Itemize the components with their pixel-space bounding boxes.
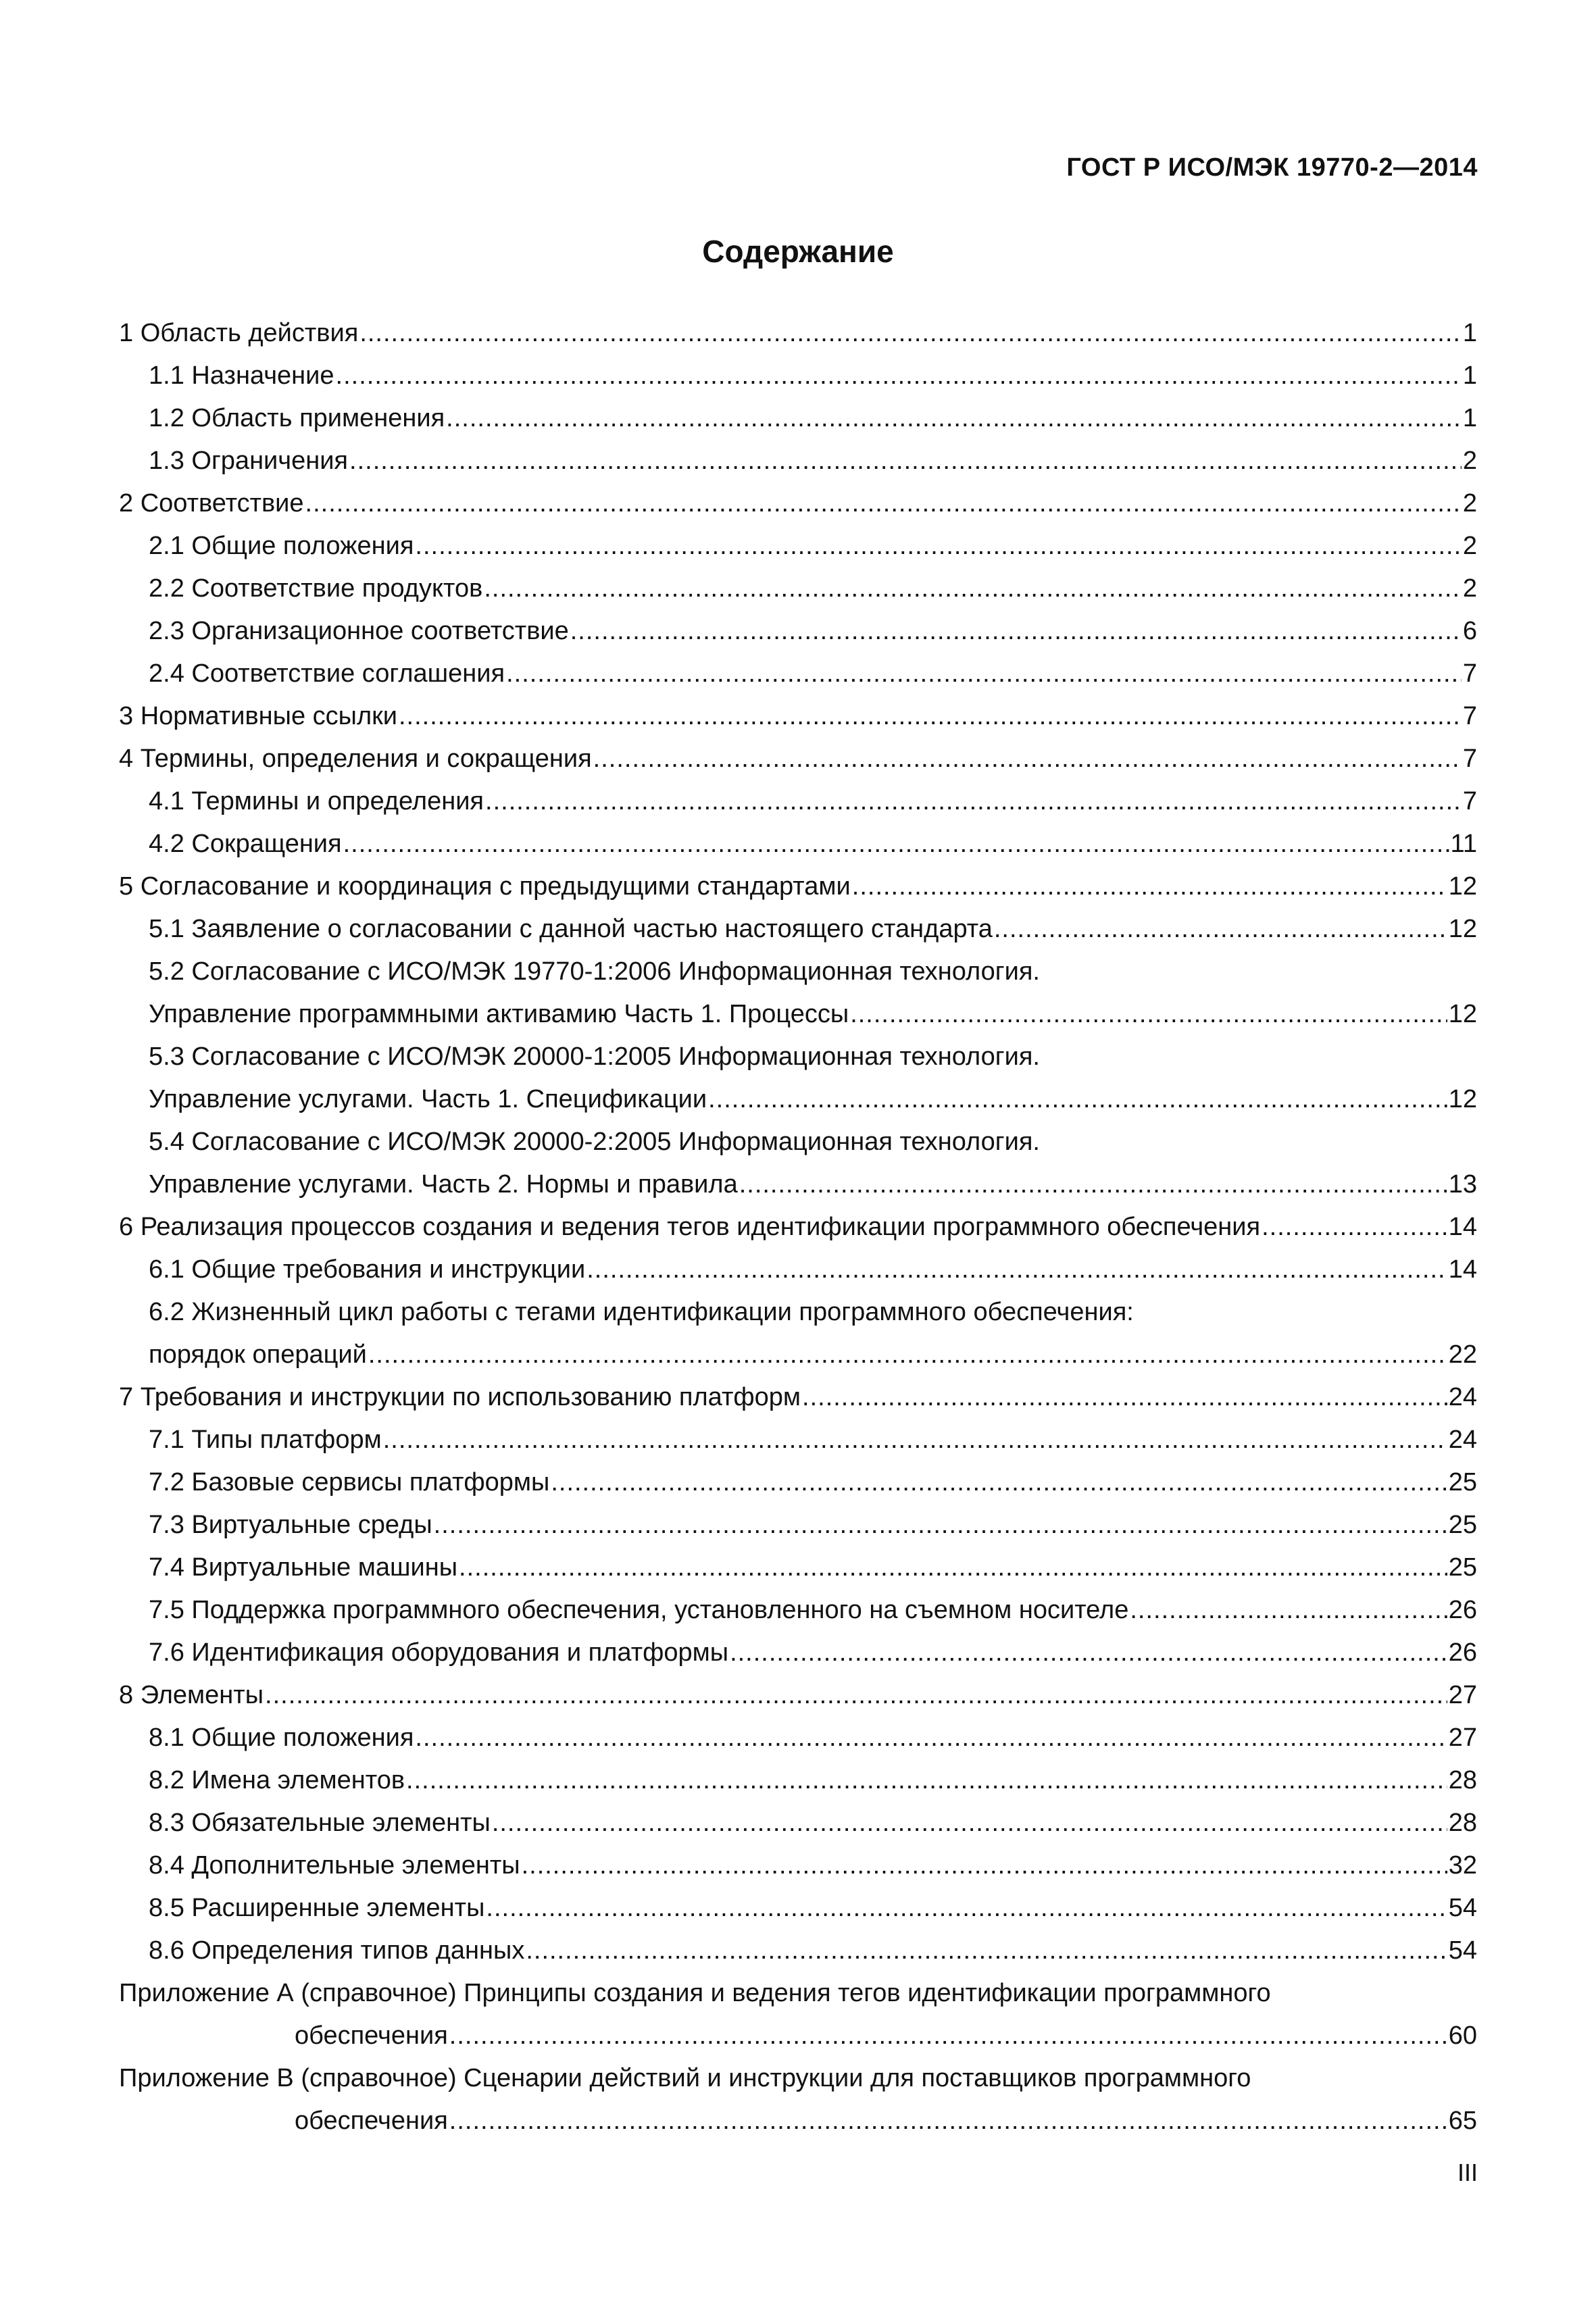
toc-leader (446, 397, 1462, 440)
toc-entry-page: 2 (1462, 532, 1477, 560)
toc-entry-label: 6.1 Общие требования и инструкции (149, 1255, 586, 1284)
toc-leader (1130, 1589, 1447, 1632)
toc-entry-label: порядок операций (149, 1340, 367, 1369)
toc-entry-label: обеспечения (295, 2107, 448, 2135)
toc-entry-1-3[interactable] (119, 440, 1477, 482)
toc-entry-label: 4.2 Сокращения (149, 830, 342, 858)
toc-entry-6-2-line1[interactable]: 6.2 Жизненный цикл работы с тегами идентификации программного обеспечения: (149, 1298, 1134, 1326)
toc-entry-label: 8 Элементы (119, 1681, 264, 1709)
toc-leader (802, 1376, 1447, 1419)
table-of-contents (119, 312, 1477, 2142)
toc-entry-4-2[interactable] (119, 823, 1477, 865)
toc-entry-page: 24 (1448, 1383, 1477, 1411)
toc-entry-page: 28 (1448, 1809, 1477, 1837)
toc-leader (484, 568, 1462, 610)
toc-leader (522, 1844, 1447, 1887)
toc-entry-7-4[interactable] (119, 1546, 1477, 1589)
toc-entry-page: 7 (1462, 659, 1477, 688)
toc-entry-label: 1.1 Назначение (149, 361, 334, 390)
toc-leader (994, 908, 1447, 951)
toc-leader (399, 695, 1462, 738)
toc-leader (415, 1717, 1447, 1759)
toc-entry-5-2[interactable] (119, 993, 1477, 1036)
toc-entry-label: 7.1 Типы платформ (149, 1426, 382, 1454)
toc-leader (850, 993, 1447, 1036)
toc-leader (449, 2015, 1447, 2057)
toc-entry-5[interactable] (119, 865, 1477, 908)
toc-entry-label: 7.5 Поддержка программного обеспечения, установленного на съемном носителе (149, 1596, 1129, 1624)
toc-entry-2-2[interactable] (119, 568, 1477, 610)
toc-entry-6[interactable] (119, 1206, 1477, 1249)
toc-entry-page: 11 (1450, 830, 1477, 858)
toc-entry-label: 7.3 Виртуальные среды (149, 1511, 432, 1539)
toc-leader (383, 1419, 1447, 1461)
toc-entry-page: 25 (1448, 1511, 1477, 1539)
toc-entry-1-2[interactable] (119, 397, 1477, 440)
toc-entry-label: 2.1 Общие положения (149, 532, 414, 560)
toc-entry-6-2[interactable] (119, 1334, 1477, 1376)
toc-entry-7-5[interactable] (119, 1589, 1477, 1632)
toc-entry-page: 65 (1448, 2107, 1477, 2135)
toc-entry-label: 7 Требования и инструкции по использованию платформ (119, 1383, 801, 1411)
toc-leader (551, 1461, 1447, 1504)
toc-entry-label: 7.4 Виртуальные машины (149, 1553, 458, 1582)
toc-leader (852, 865, 1447, 908)
toc-entry-page: 1 (1462, 361, 1477, 390)
toc-leader (359, 312, 1462, 355)
toc-entry-label: 5.1 Заявление о согласовании с данной частью настоящего стандарта (149, 915, 993, 943)
toc-entry-label: 2.2 Соответствие продуктов (149, 574, 483, 603)
toc-entry-page: 7 (1462, 702, 1477, 730)
toc-entry-5-3[interactable] (119, 1078, 1477, 1121)
toc-entry-2[interactable] (119, 482, 1477, 525)
toc-entry-page: 7 (1462, 787, 1477, 815)
toc-entry-label: 4 Термины, определения и сокращения (119, 745, 592, 773)
toc-entry-6-1[interactable] (119, 1249, 1477, 1291)
toc-entry-page: 1 (1462, 404, 1477, 432)
toc-entry-label: 1.3 Ограничения (149, 447, 349, 475)
toc-entry-7[interactable] (119, 1376, 1477, 1419)
toc-entry-8-1[interactable] (119, 1717, 1477, 1759)
toc-entry-page: 13 (1448, 1170, 1477, 1199)
toc-entry-page: 54 (1448, 1894, 1477, 1922)
toc-entry-label: 5 Согласование и координация с предыдущими стандартами (119, 872, 851, 901)
toc-entry-page: 12 (1448, 872, 1477, 901)
toc-leader (485, 780, 1462, 823)
toc-entry-page: 12 (1448, 1085, 1477, 1113)
toc-entry-7-3[interactable] (119, 1504, 1477, 1546)
toc-entry-label: 1 Область действия (119, 319, 359, 347)
toc-entry-label: 8.5 Расширенные элементы (149, 1894, 485, 1922)
toc-entry-page: 14 (1448, 1255, 1477, 1284)
toc-entry-label: Управление программными активамию Часть 1. Процессы (149, 1000, 849, 1028)
toc-entry-label: 8.3 Обязательные элементы (149, 1809, 491, 1837)
toc-entry-page: 1 (1462, 319, 1477, 347)
toc-leader (406, 1759, 1447, 1802)
toc-leader (570, 610, 1462, 653)
toc-entry-page: 60 (1448, 2021, 1477, 2050)
toc-entry-label: 4.1 Термины и определения (149, 787, 484, 815)
toc-entry-page: 25 (1448, 1468, 1477, 1496)
page-number: III (1457, 2159, 1478, 2186)
toc-entry-page: 24 (1448, 1426, 1477, 1454)
toc-entry-7-6[interactable] (119, 1632, 1477, 1674)
toc-entry-label: Управление услугами. Часть 1. Спецификации (149, 1085, 707, 1113)
toc-leader (739, 1163, 1447, 1206)
toc-entry-label: 8.1 Общие положения (149, 1724, 414, 1752)
toc-leader (526, 1930, 1447, 1972)
toc-entry-page: 2 (1462, 447, 1477, 475)
toc-entry-label: 7.6 Идентификация оборудования и платформы (149, 1638, 729, 1667)
toc-entry-5-4[interactable] (119, 1163, 1477, 1206)
toc-entry-8-6[interactable] (119, 1930, 1477, 1972)
toc-entry-page: 2 (1462, 574, 1477, 603)
toc-leader (506, 653, 1462, 695)
toc-entry-label: 7.2 Базовые сервисы платформы (149, 1468, 550, 1496)
toc-entry-5-3-line1[interactable]: 5.3 Согласование с ИСО/МЭК 20000-1:2005 Информационная технология. (149, 1042, 1040, 1071)
toc-leader (343, 823, 1449, 865)
toc-leader (593, 738, 1462, 780)
toc-entry-8-4[interactable] (119, 1844, 1477, 1887)
toc-entry-label: обеспечения (295, 2021, 448, 2050)
toc-leader (492, 1802, 1447, 1844)
toc-entry-8[interactable] (119, 1674, 1477, 1717)
toc-entry-2-3[interactable] (119, 610, 1477, 653)
toc-entry-label: Управление услугами. Часть 2. Нормы и правила (149, 1170, 738, 1199)
toc-entry-4-1[interactable] (119, 780, 1477, 823)
toc-leader (1262, 1206, 1447, 1249)
toc-entry-label: 2 Соответствие (119, 489, 304, 518)
toc-leader (449, 2100, 1447, 2142)
toc-entry-8-5[interactable] (119, 1887, 1477, 1930)
toc-entry-page: 14 (1448, 1213, 1477, 1241)
toc-entry-page: 27 (1448, 1724, 1477, 1752)
toc-entry-8-2[interactable] (119, 1759, 1477, 1802)
toc-entry-label: 2.3 Организационное соответствие (149, 617, 569, 645)
toc-leader (305, 482, 1462, 525)
toc-entry-1[interactable] (119, 312, 1477, 355)
toc-entry-page: 12 (1448, 1000, 1477, 1028)
toc-entry-page: 28 (1448, 1766, 1477, 1794)
toc-entry-2-4[interactable] (119, 653, 1477, 695)
toc-entry-page: 26 (1448, 1638, 1477, 1667)
toc-entry-page: 54 (1448, 1936, 1477, 1965)
toc-leader (708, 1078, 1447, 1121)
toc-leader (336, 355, 1462, 397)
toc-entry-annex-b-line1[interactable]: Приложение В (справочное) Сценарии действий и инструкции для поставщиков программного (119, 2064, 1251, 2092)
toc-entry-7-1[interactable] (119, 1419, 1477, 1461)
toc-entry-annex-a[interactable] (119, 2015, 1477, 2057)
toc-entry-3[interactable] (119, 695, 1477, 738)
toc-entry-label: 1.2 Область применения (149, 404, 445, 432)
toc-entry-5-1[interactable] (119, 908, 1477, 951)
toc-leader (415, 525, 1461, 568)
page-title: Содержание (702, 234, 894, 269)
toc-entry-page: 26 (1448, 1596, 1477, 1624)
toc-entry-label: 8.6 Определения типов данных (149, 1936, 525, 1965)
toc-entry-5-4-line1[interactable]: 5.4 Согласование с ИСО/МЭК 20000-2:2005 Информационная технология. (149, 1128, 1040, 1156)
toc-leader (265, 1674, 1447, 1717)
toc-leader (434, 1504, 1447, 1546)
toc-entry-label: 8.4 Дополнительные элементы (149, 1851, 520, 1880)
toc-leader (587, 1249, 1447, 1291)
toc-entry-label: 6 Реализация процессов создания и ведения тегов идентификации программного обеспечения (119, 1213, 1261, 1241)
toc-leader (368, 1334, 1447, 1376)
toc-entry-label: 3 Нормативные ссылки (119, 702, 397, 730)
toc-entry-8-3[interactable] (119, 1802, 1477, 1844)
toc-entry-label: 2.4 Соответствие соглашения (149, 659, 505, 688)
toc-leader (349, 440, 1462, 482)
toc-entry-page: 32 (1448, 1851, 1477, 1880)
toc-entry-page: 27 (1448, 1681, 1477, 1709)
toc-entry-page: 25 (1448, 1553, 1477, 1582)
toc-entry-annex-a-line1[interactable]: Приложение А (справочное) Принципы создания и ведения тегов идентификации программного (119, 1979, 1271, 2007)
toc-entry-page: 22 (1448, 1340, 1477, 1369)
toc-entry-page: 2 (1462, 489, 1477, 518)
toc-entry-2-1[interactable] (119, 525, 1477, 568)
document-id: ГОСТ Р ИСО/МЭК 19770-2—2014 (1066, 153, 1478, 182)
toc-entry-page: 12 (1448, 915, 1477, 943)
toc-entry-1-1[interactable] (119, 355, 1477, 397)
toc-leader (730, 1632, 1447, 1674)
toc-entry-page: 7 (1462, 745, 1477, 773)
toc-leader (459, 1546, 1447, 1589)
toc-leader (486, 1887, 1447, 1930)
toc-entry-5-2-line1[interactable]: 5.2 Согласование с ИСО/МЭК 19770-1:2006 Информационная технология. (149, 957, 1040, 986)
toc-entry-7-2[interactable] (119, 1461, 1477, 1504)
toc-entry-annex-b[interactable] (119, 2100, 1477, 2142)
toc-entry-4[interactable] (119, 738, 1477, 780)
toc-entry-label: 8.2 Имена элементов (149, 1766, 405, 1794)
toc-entry-page: 6 (1462, 617, 1477, 645)
